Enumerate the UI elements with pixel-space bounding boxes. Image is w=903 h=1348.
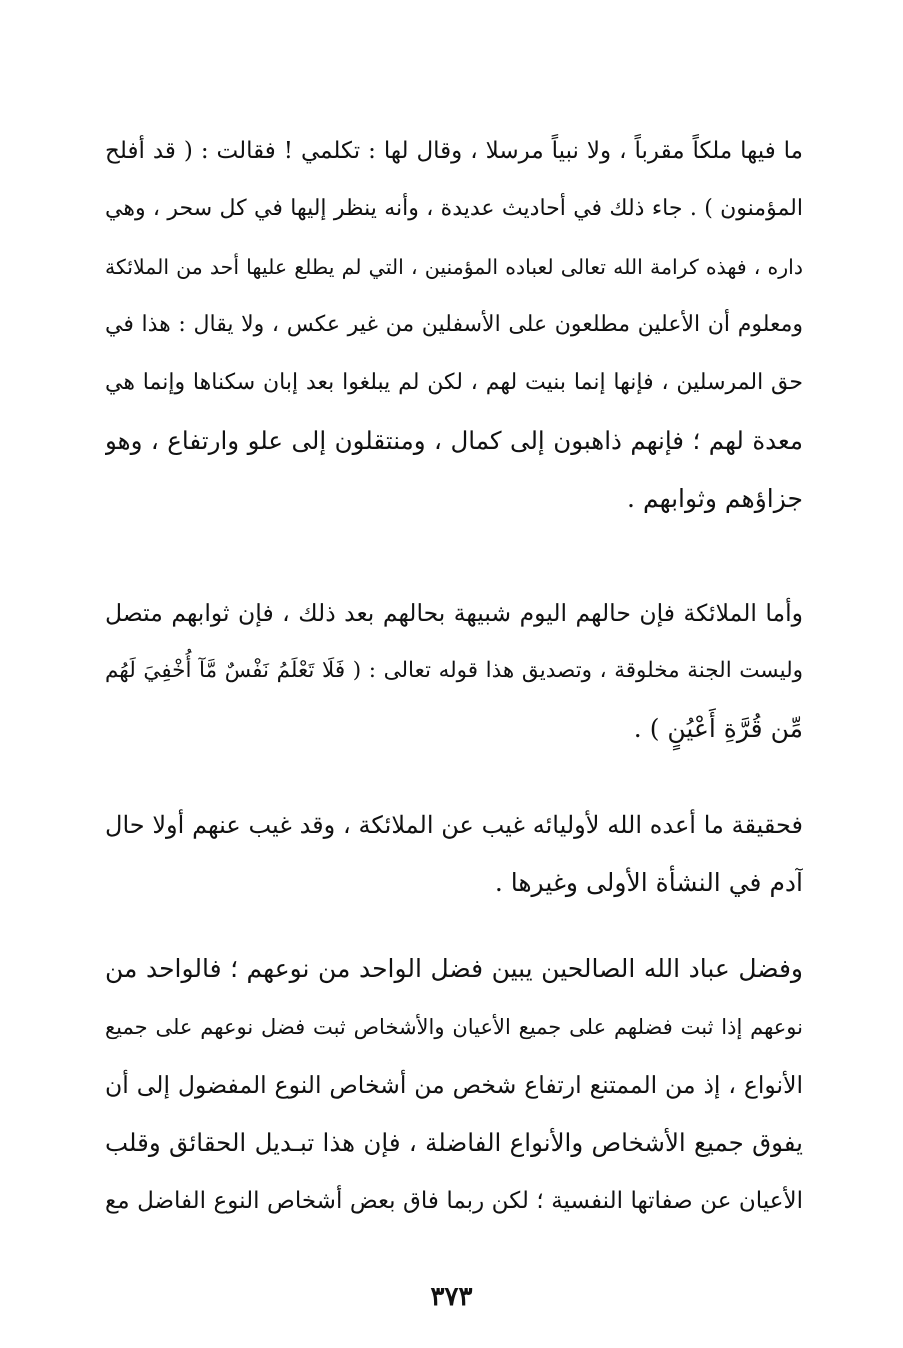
- text-line: حق المرسلين ، فإنها إنما بنيت لهم ، لكن لم يبلغوا بعد إبان سكناها وإنما هي: [105, 370, 803, 395]
- text-line: وأما الملائكة فإن حالهم اليوم شبيهة بحالهم بعد ذلك ، فإن ثوابهم متصل: [105, 599, 803, 627]
- text-line: ومعلوم أن الأعلين مطلعون على الأسفلين من غير عكس ، ولا يقال : هذا في: [105, 312, 803, 337]
- text-line: ما فيها ملكاً مقرباً ، ولا نبياً مرسلا ، وقال لها : تكلمي ! فقالت : ( قد أفلح: [105, 138, 803, 164]
- text-line: آدم في النشأة الأولى وغيرها .: [494, 868, 803, 897]
- text-line: المؤمنون ) . جاء ذلك في أحاديث عديدة ، وأنه ينظر إليها في كل سحر ، وهي: [105, 196, 803, 221]
- paragraph-3: [105, 796, 803, 912]
- text-line-with-quran-verse: مِّن قُرَّةِ أَعْيُنٍ ) .: [633, 714, 803, 743]
- text-line: الأنواع ، إذ من الممتنع ارتفاع شخص من أشخاص النوع المفضول إلى أن: [105, 1071, 803, 1099]
- paragraph-2: [105, 584, 803, 758]
- text-line: داره ، فهذه كرامة الله تعالى لعباده المؤمنين ، التي لم يطلع عليها أحد من الملائكة: [105, 255, 803, 279]
- text-line: فحقيقة ما أعده الله لأوليائه غيب عن الملائكة ، وقد غيب عنهم أولا حال: [105, 811, 803, 839]
- page-number: ٣٧٣: [430, 1282, 473, 1312]
- text-line: جزاؤهم وثوابهم .: [627, 484, 803, 513]
- text-line: نوعهم إذا ثبت فضلهم على جميع الأعيان والأشخاص ثبت فضل نوعهم على جميع: [105, 1015, 803, 1039]
- paragraph-1: [105, 122, 803, 528]
- text-line: معدة لهم ؛ فإنهم ذاهبون إلى كمال ، ومنتقلون إلى علو وارتفاع ، وهو: [105, 426, 803, 455]
- text-line: الأعيان عن صفاتها النفسية ؛ لكن ربما فاق بعض أشخاص النوع الفاضل مع: [105, 1188, 803, 1214]
- text-line-with-quran-verse: وليست الجنة مخلوقة ، وتصديق هذا قوله تعالى : ( فَلَا تَعْلَمُ نَفْسٌ مَّآ أُخْفِيَ لَهُم: [105, 658, 803, 683]
- text-line: وفضل عباد الله الصالحين يبين فضل الواحد من نوعهم ؛ فالواحد من: [105, 954, 803, 983]
- paragraph-4: [105, 940, 803, 1230]
- text-line: يفوق جميع الأشخاص والأنواع الفاضلة ، فإن هذا تبـديل الحقائق وقلب: [105, 1128, 803, 1157]
